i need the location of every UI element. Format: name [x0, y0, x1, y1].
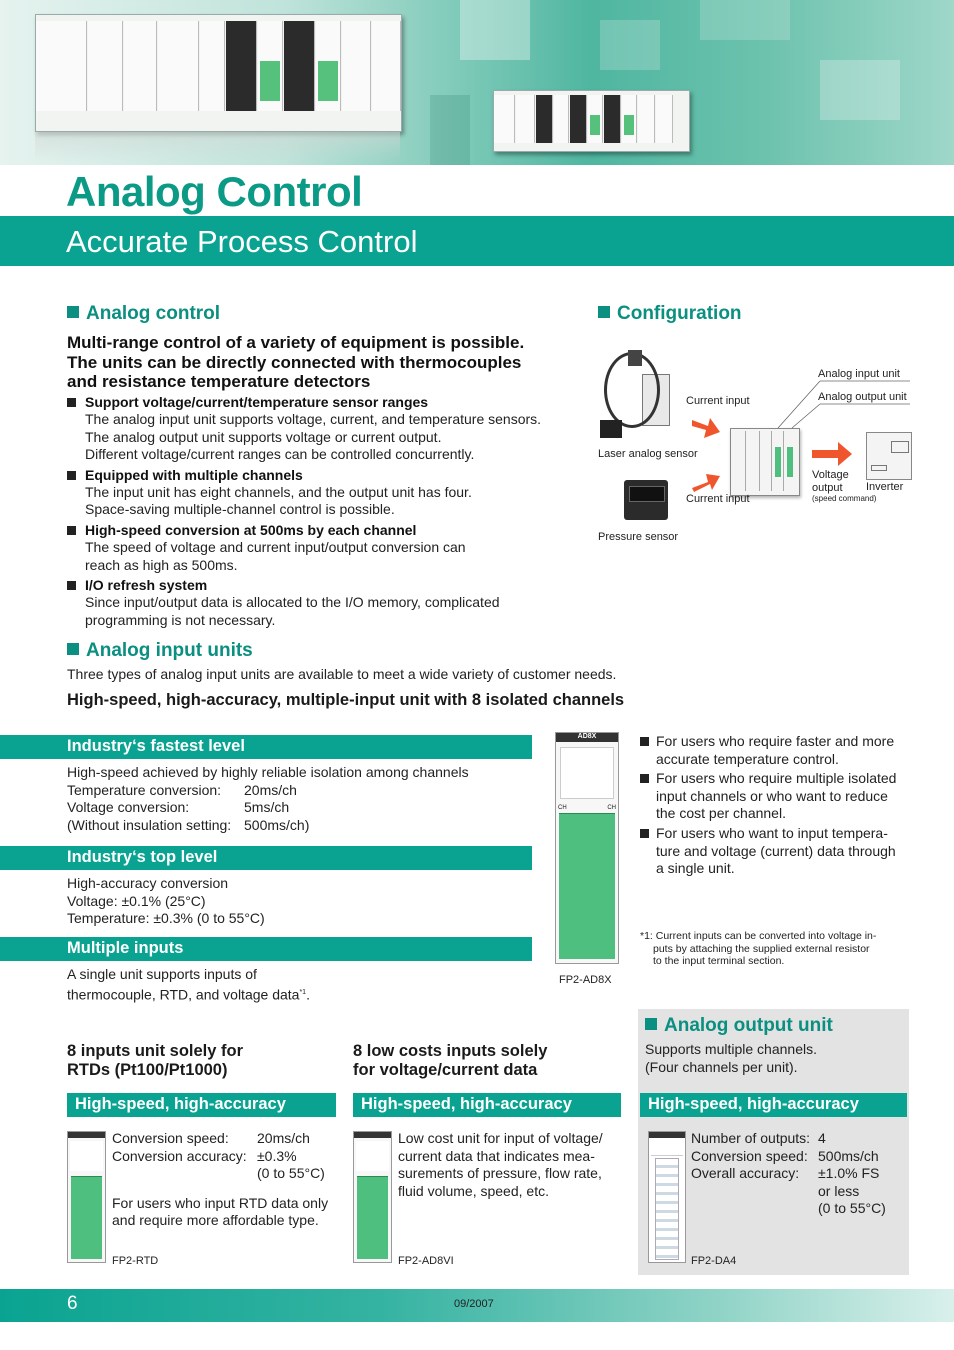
- footer-date: 09/2007: [454, 1298, 494, 1310]
- square-bullet-icon: [67, 643, 79, 655]
- arrow-right-icon: [812, 442, 854, 468]
- output-unit-body: Supports multiple channels. (Four channels per unit).: [645, 1041, 817, 1075]
- list-item: For users who require faster and more accurate temperature control.: [640, 733, 920, 768]
- bar-fastest-level: Industry‘s fastest level: [0, 735, 532, 759]
- module-label: FP2-AD8VI: [398, 1255, 454, 1267]
- fp2-ad8x-module-image: [555, 732, 619, 964]
- analog-input-subheading: High-speed, high-accuracy, multiple-input unit with 8 isolated channels: [67, 691, 625, 709]
- label-pressure-sensor: Pressure sensor: [598, 531, 679, 543]
- bar-vi-high-speed: High-speed, high-accuracy: [353, 1093, 621, 1117]
- vi-unit-body: Low cost unit for input of voltage/ current data that indicates mea- surements of pressure, flow rate, fluid volume, speed, etc.: [398, 1130, 603, 1199]
- bar-top-level: Industry‘s top level: [0, 846, 532, 870]
- footnote: *1: Current inputs can be converted into voltage in- puts by attaching the supplied external resistor to the input terminal section.: [640, 930, 877, 967]
- label-laser-sensor: Laser analog sensor: [598, 448, 698, 460]
- feature-title: Equipped with multiple channels: [67, 467, 587, 483]
- rtd-unit-heading: 8 inputs unit solely for RTDs (Pt100/Pt1000): [67, 1042, 244, 1079]
- module-top-label: AD8X: [577, 733, 597, 740]
- arrow-right-icon: [692, 414, 722, 440]
- page-subtitle: Accurate Process Control: [66, 224, 418, 259]
- list-item: For users who want to input tempera- ture and voltage (current) data through a single unit.: [640, 825, 920, 878]
- plc-rack-image: [35, 14, 402, 132]
- users-list: [640, 733, 920, 878]
- analog-control-lead: Multi-range control of a variety of equipment is possible. The units can be directly connected with thermocouples and resistance temperature detectors: [67, 333, 525, 391]
- fp2-rtd-module-image: [67, 1131, 106, 1263]
- page-title: Analog Control: [66, 168, 363, 215]
- plc-rack-small-image: [493, 90, 690, 152]
- feature-title: Support voltage/current/temperature sensor ranges: [67, 394, 587, 410]
- module-ch-label: CH: [558, 805, 567, 811]
- analog-control-features: [67, 394, 587, 629]
- module-label: FP2-DA4: [691, 1255, 737, 1267]
- module-ch-label: CH: [607, 805, 616, 811]
- header-banner-image: [0, 0, 954, 165]
- square-bullet-icon: [67, 581, 76, 590]
- list-item: For users who require multiple isolated input channels or who want to reduce the cost per channel.: [640, 770, 920, 823]
- square-bullet-icon: [598, 306, 610, 318]
- configuration-heading: Configuration: [598, 303, 742, 325]
- rtd-unit-specs: Conversion speed: 20ms/ch Conversion accuracy: ±0.3% (0 to 55°C) For users who input RTD data only and require more affordable type.: [112, 1130, 329, 1229]
- square-bullet-icon: [640, 737, 649, 746]
- square-bullet-icon: [67, 398, 76, 407]
- feature-body: Since input/output data is allocated to the I/O memory, complicated programming is not necessary.: [85, 594, 500, 628]
- module-label: FP2-AD8X: [559, 974, 612, 986]
- feature-body: The input unit has eight channels, and the output unit has four. Space-saving multiple-channel control is possible.: [85, 483, 472, 518]
- square-bullet-icon: [67, 471, 76, 480]
- module-label: FP2-RTD: [112, 1255, 159, 1267]
- analog-input-intro: Three types of analog input units are available to meet a wide variety of customer needs.: [67, 666, 617, 682]
- output-unit-specs: Number of outputs: 4 Conversion speed: 500ms/ch Overall accuracy: ±1.0% FS or less (0 to 55°C): [691, 1130, 886, 1217]
- square-bullet-icon: [67, 306, 79, 318]
- square-bullet-icon: [645, 1018, 657, 1030]
- square-bullet-icon: [640, 829, 649, 838]
- label-inverter: Inverter: [866, 481, 904, 493]
- fp2-da4-module-image: [648, 1131, 686, 1263]
- label-analog-output-unit: Analog output unit: [818, 391, 907, 403]
- top-level-body: High-accuracy conversion Voltage: ±0.1% (25°C) Temperature: ±0.3% (0 to 55°C): [67, 875, 265, 927]
- vi-unit-heading: 8 low costs inputs solely for voltage/current data: [353, 1042, 548, 1079]
- fastest-level-body: High-speed achieved by highly reliable isolation among channels Temperature conversion: 20ms/ch Voltage conversion: 5ms/ch (Without insulation setting: 500ms/ch): [67, 764, 469, 833]
- analog-output-heading: Analog output unit: [645, 1015, 833, 1037]
- square-bullet-icon: [67, 526, 76, 535]
- feature-title: I/O refresh system: [67, 577, 587, 593]
- bar-output-high-speed: High-speed, high-accuracy: [640, 1093, 907, 1117]
- label-current-input: Current input: [686, 395, 750, 407]
- label-analog-input-unit: Analog input unit: [818, 368, 900, 380]
- feature-body: The analog input unit supports voltage, current, and temperature sensors. The analog output unit supports voltage or current output. Different voltage/current ranges can be controlled concurrently.: [85, 411, 542, 463]
- label-current-input: Current input: [686, 493, 750, 505]
- fp2-ad8vi-module-image: [353, 1131, 392, 1263]
- bar-multiple-inputs: Multiple inputs: [0, 937, 532, 961]
- feature-body: The speed of voltage and current input/output conversion can reach as high as 500ms.: [85, 538, 466, 573]
- analog-control-heading: Analog control: [67, 303, 220, 325]
- analog-input-heading: Analog input units: [67, 640, 253, 662]
- bar-rtd-high-speed: High-speed, high-accuracy: [67, 1093, 336, 1117]
- multiple-inputs-body: A single unit supports inputs of thermocouple, RTD, and voltage data$^{*1}$.: [67, 966, 310, 1003]
- label-speed-command: (speed command): [812, 494, 877, 503]
- page-number: 6: [67, 1293, 78, 1314]
- square-bullet-icon: [640, 774, 649, 783]
- feature-title: High-speed conversion at 500ms by each channel: [67, 522, 587, 538]
- label-voltage-output: Voltage output: [812, 469, 849, 494]
